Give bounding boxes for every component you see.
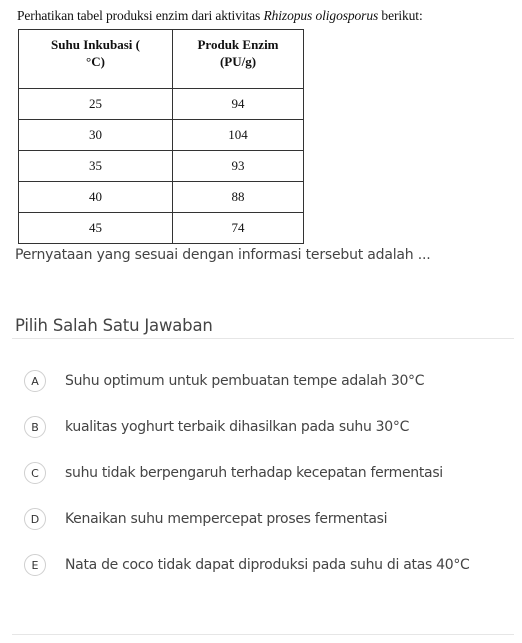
organism-name: Rhizopus oligosporus — [263, 8, 379, 23]
table-row — [19, 89, 304, 120]
option-b[interactable] — [24, 415, 409, 439]
enzyme-cell: 74 — [173, 213, 304, 244]
option-text: suhu tidak berpengaruh terhadap kecepatan fermentasi — [65, 465, 443, 481]
option-text: Kenaikan suhu mempercepat proses fermentasi — [65, 511, 388, 527]
temp-cell: 30 — [19, 120, 173, 151]
table-row — [19, 120, 304, 151]
option-text: Nata de coco tidak dapat diproduksi pada suhu di atas 40°C — [65, 557, 470, 573]
option-letter-badge: A — [24, 370, 46, 392]
table-header-row — [19, 30, 304, 89]
intro-prefix: Perhatikan tabel produksi enzim dari aktivitas — [17, 8, 264, 23]
question-text: Pernyataan yang sesuai dengan informasi tersebut adalah ... — [15, 247, 431, 263]
bottom-divider — [12, 634, 514, 635]
temp-cell: 40 — [19, 182, 173, 213]
option-letter-badge: D — [24, 508, 46, 530]
enzyme-cell: 88 — [173, 182, 304, 213]
option-a[interactable] — [24, 369, 424, 393]
table-row — [19, 182, 304, 213]
option-letter-badge: C — [24, 462, 46, 484]
temp-cell: 35 — [19, 151, 173, 182]
intro-suffix: berikut: — [378, 8, 423, 23]
option-letter-badge: B — [24, 416, 46, 438]
temp-cell: 25 — [19, 89, 173, 120]
option-text: Suhu optimum untuk pembuatan tempe adalah 30°C — [65, 373, 425, 389]
option-text: kualitas yoghurt terbaik dihasilkan pada suhu 30°C — [65, 419, 410, 435]
option-c[interactable] — [24, 461, 443, 485]
option-e[interactable] — [24, 553, 470, 577]
option-d[interactable] — [24, 507, 387, 531]
temp-cell: 45 — [19, 213, 173, 244]
enzyme-cell: 94 — [173, 89, 304, 120]
enzyme-production-table — [18, 29, 304, 244]
enzyme-cell: 93 — [173, 151, 304, 182]
section-divider — [12, 338, 514, 339]
question-intro — [17, 8, 517, 24]
header-incubation-temp: Suhu Inkubasi ( °C) — [19, 30, 173, 89]
header-enzyme-product: Produk Enzim (PU/g) — [173, 30, 304, 89]
table-row — [19, 213, 304, 244]
answer-section-title: Pilih Salah Satu Jawaban — [15, 316, 213, 335]
enzyme-cell: 104 — [173, 120, 304, 151]
option-letter-badge: E — [24, 554, 46, 576]
table-row — [19, 151, 304, 182]
